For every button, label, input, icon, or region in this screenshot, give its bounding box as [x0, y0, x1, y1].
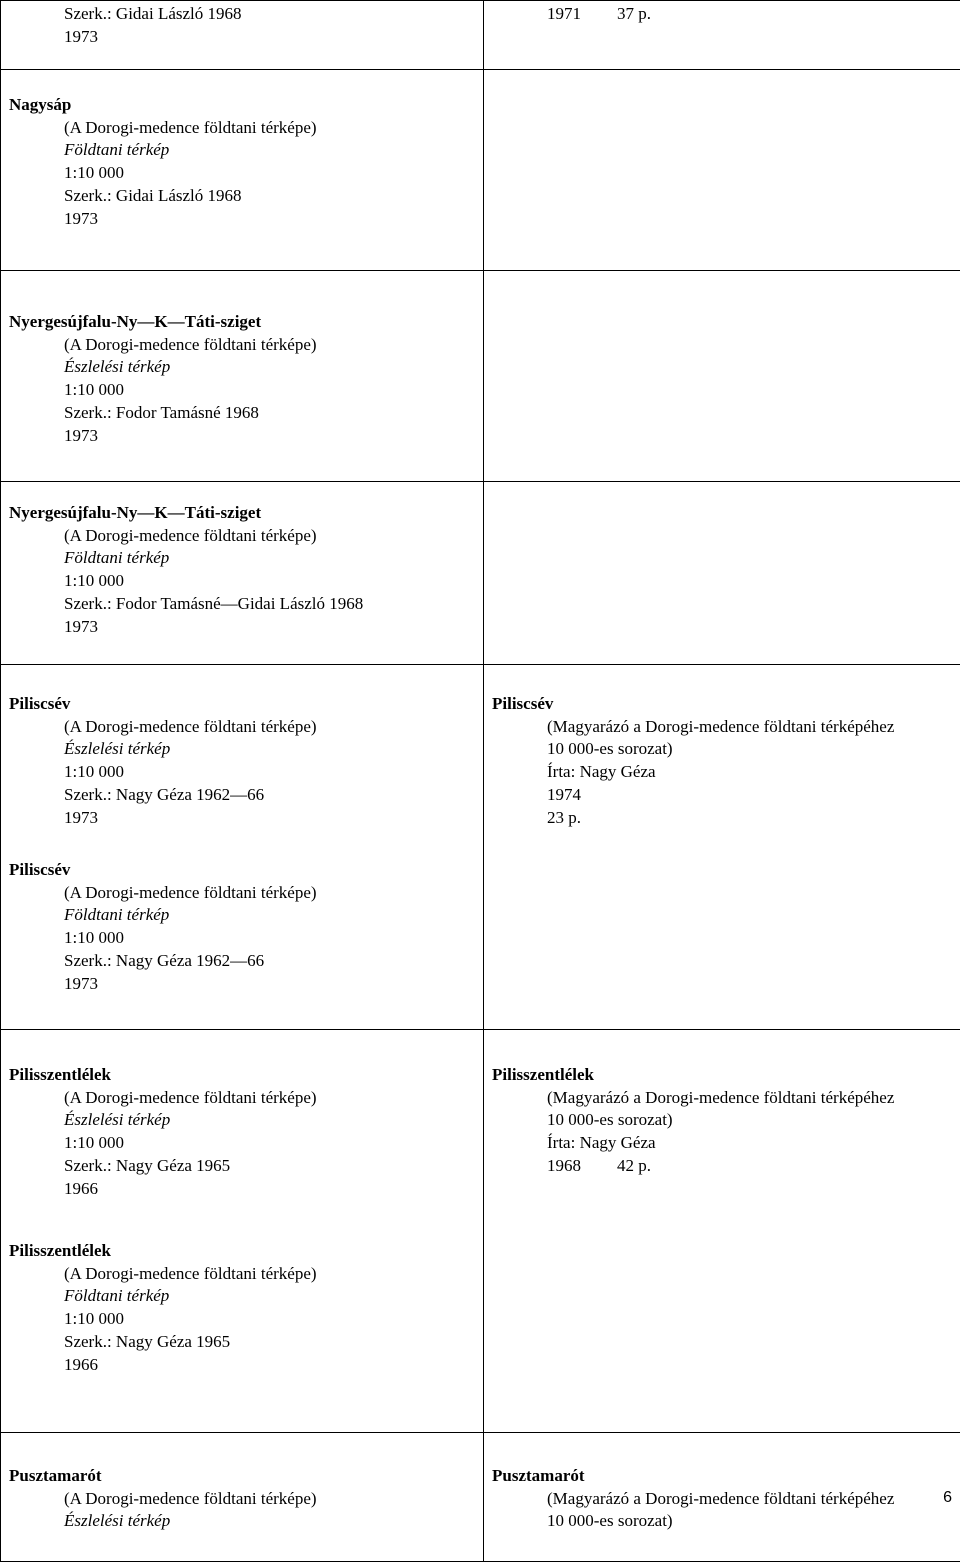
series-line: (Magyarázó a Dorogi-medence földtani térképéhez	[492, 1488, 960, 1511]
scale-line: 1:10 000	[9, 1132, 483, 1155]
scale-line: 1:10 000	[9, 570, 483, 593]
empty-cell	[484, 70, 960, 271]
page-number: 6	[943, 1489, 952, 1507]
editor-line: Szerk.: Nagy Géza 1962—66	[9, 950, 483, 973]
year: 1968	[547, 1155, 617, 1178]
empty-cell	[484, 482, 960, 665]
entry-title: Nagysáp	[9, 94, 483, 117]
editor-line: Szerk.: Gidai László 1968	[9, 3, 483, 26]
map-type-line: Észlelési térkép	[9, 1510, 483, 1533]
series-line: (A Dorogi-medence földtani térképe)	[9, 1488, 483, 1511]
entry-title: Pilisszentlélek	[492, 1064, 960, 1087]
map-entry-observation	[9, 693, 483, 859]
series-line: (A Dorogi-medence földtani térképe)	[9, 1263, 483, 1286]
map-type-line: Földtani térkép	[9, 547, 483, 570]
series-line: (A Dorogi-medence földtani térképe)	[9, 525, 483, 548]
table-row	[1, 665, 960, 1030]
year-pages-line	[492, 1155, 960, 1178]
series-line: (A Dorogi-medence földtani térképe)	[9, 117, 483, 140]
entry-title: Piliscsév	[9, 859, 483, 882]
map-entry-cell	[1, 271, 484, 482]
explanation-entry-cell	[484, 1030, 960, 1433]
editor-line: Szerk.: Nagy Géza 1965	[9, 1331, 483, 1354]
entry-title: Pilisszentlélek	[9, 1064, 483, 1087]
series-line: (A Dorogi-medence földtani térképe)	[9, 1087, 483, 1110]
entry-title: Pusztamarót	[9, 1465, 483, 1488]
entry-title: Pilisszentlélek	[9, 1240, 483, 1263]
series-line: 10 000-es sorozat)	[492, 1109, 960, 1132]
year: 1971	[547, 3, 617, 26]
scale-line: 1:10 000	[9, 1308, 483, 1331]
map-entry-cell	[1, 70, 484, 271]
table-row	[1, 1030, 960, 1433]
explanation-entry-cell	[484, 1433, 960, 1562]
pages: 42 p.	[617, 1156, 651, 1175]
table-row	[1, 271, 960, 482]
table-row	[1, 70, 960, 271]
year-line: 1966	[9, 1354, 483, 1377]
series-line: (A Dorogi-medence földtani térképe)	[9, 716, 483, 739]
map-entry-cell	[1, 1433, 484, 1562]
map-entry-cell	[1, 1, 484, 70]
map-type-line: Észlelési térkép	[9, 1109, 483, 1132]
map-entry-geological	[9, 859, 483, 1025]
map-entry-cell	[1, 482, 484, 665]
year-line: 1973	[9, 807, 483, 830]
map-entry-geological	[9, 1240, 483, 1406]
editor-line: Szerk.: Fodor Tamásné—Gidai László 1968	[9, 593, 483, 616]
editor-line: Szerk.: Nagy Géza 1965	[9, 1155, 483, 1178]
editor-line: Szerk.: Fodor Tamásné 1968	[9, 402, 483, 425]
year-line: 1974	[492, 784, 960, 807]
explanation-entry-cell	[484, 665, 960, 1030]
entry-title: Nyergesújfalu-Ny—K—Táti-sziget	[9, 311, 483, 334]
map-type-line: Földtani térkép	[9, 1285, 483, 1308]
series-line: 10 000-es sorozat)	[492, 1510, 960, 1533]
author-line: Írta: Nagy Géza	[492, 1132, 960, 1155]
map-entry-cell	[1, 665, 484, 1030]
scale-line: 1:10 000	[9, 379, 483, 402]
year-line: 1973	[9, 425, 483, 448]
entry-title: Piliscsév	[9, 693, 483, 716]
year-line: 1966	[9, 1178, 483, 1201]
explanation-entry-cell	[484, 1, 960, 70]
year-pages-line	[492, 3, 960, 26]
entry-title: Piliscsév	[492, 693, 960, 716]
scale-line: 1:10 000	[9, 927, 483, 950]
year-line: 1973	[9, 973, 483, 996]
series-line: (Magyarázó a Dorogi-medence földtani térképéhez	[492, 1087, 960, 1110]
scale-line: 1:10 000	[9, 761, 483, 784]
year-line: 1973	[9, 616, 483, 639]
scale-line: 1:10 000	[9, 162, 483, 185]
author-line: Írta: Nagy Géza	[492, 761, 960, 784]
series-line: (A Dorogi-medence földtani térképe)	[9, 334, 483, 357]
pages-line: 23 p.	[492, 807, 960, 830]
editor-line: Szerk.: Nagy Géza 1962—66	[9, 784, 483, 807]
map-type-line: Észlelési térkép	[9, 356, 483, 379]
map-type-line: Észlelési térkép	[9, 738, 483, 761]
entry-title: Nyergesújfalu-Ny—K—Táti-sziget	[9, 502, 483, 525]
map-type-line: Földtani térkép	[9, 139, 483, 162]
map-entry-observation	[9, 1064, 483, 1240]
map-type-line: Földtani térkép	[9, 904, 483, 927]
map-entry-cell	[1, 1030, 484, 1433]
series-line: (Magyarázó a Dorogi-medence földtani térképéhez	[492, 716, 960, 739]
table-row	[1, 1433, 960, 1562]
year-line: 1973	[9, 26, 483, 49]
table-row	[1, 482, 960, 665]
table-row	[1, 1, 960, 70]
series-line: (A Dorogi-medence földtani térképe)	[9, 882, 483, 905]
year-line: 1973	[9, 208, 483, 231]
editor-line: Szerk.: Gidai László 1968	[9, 185, 483, 208]
entry-title: Pusztamarót	[492, 1465, 960, 1488]
pages: 37 p.	[617, 4, 651, 23]
empty-cell	[484, 271, 960, 482]
series-line: 10 000-es sorozat)	[492, 738, 960, 761]
